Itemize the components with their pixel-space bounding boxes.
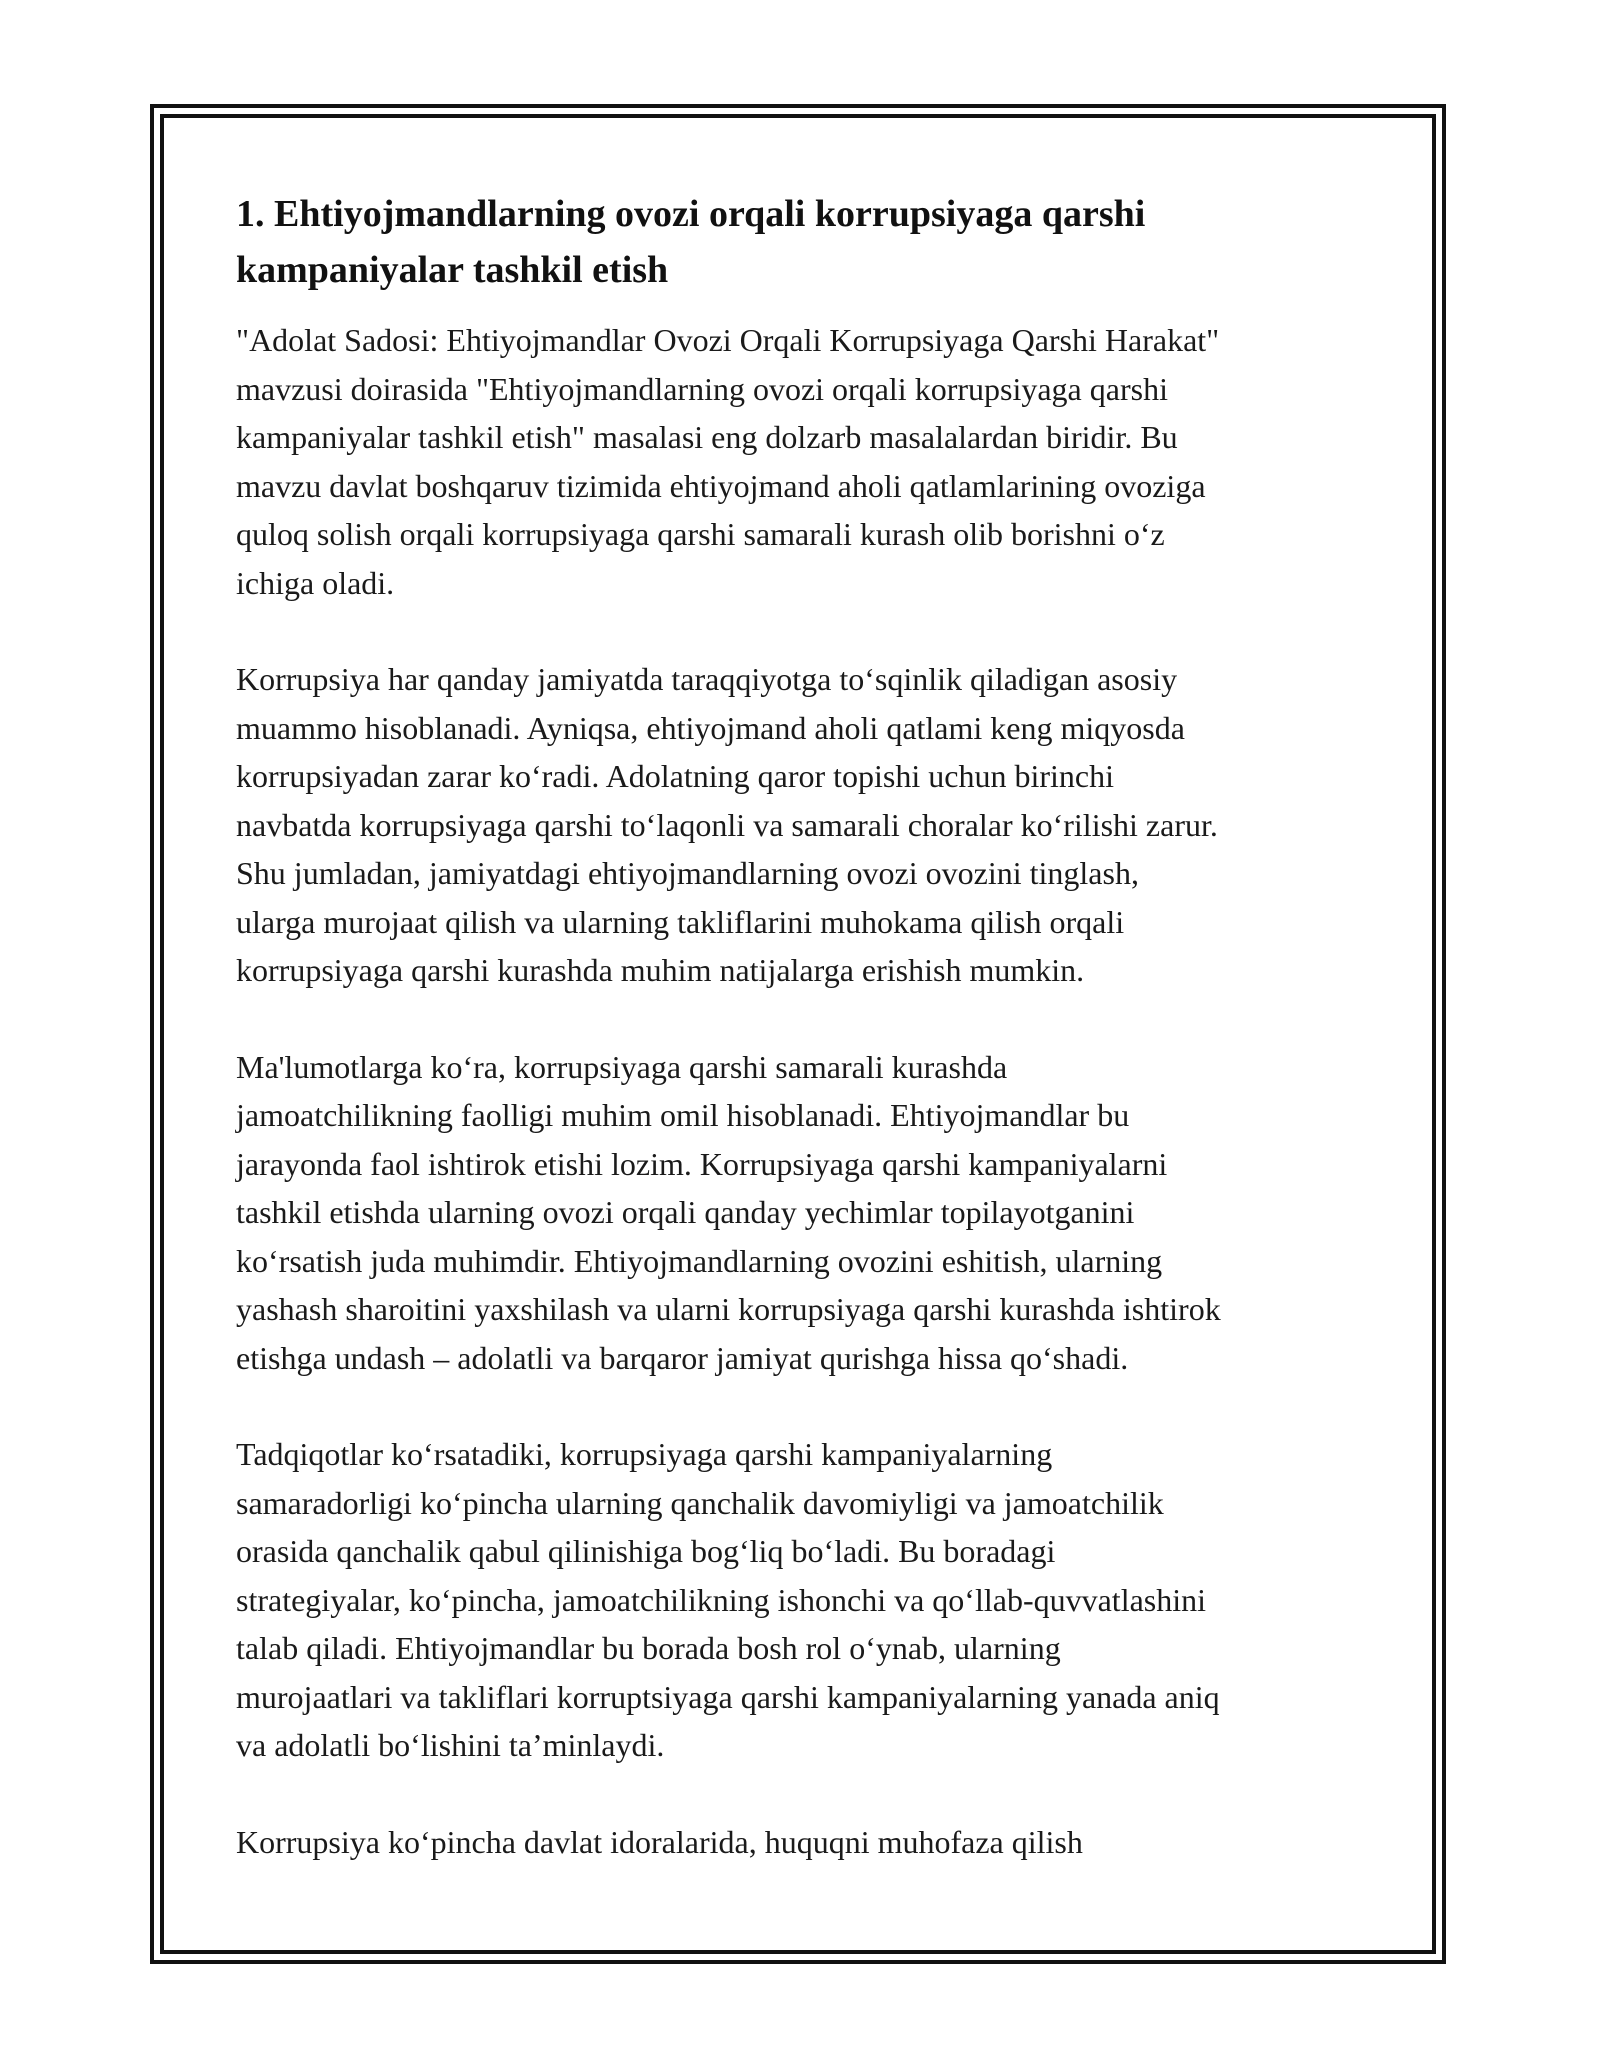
text-line: mavzusi doirasida "Ehtiyojmandlarning ovozi orqali korrupsiyaga qarshi: [236, 370, 1168, 407]
text-line: orasida qanchalik qabul qilinishiga bog‘liq bo‘ladi. Bu boradagi: [236, 1533, 1056, 1569]
heading-line: kampaniyalar tashkil etish: [236, 249, 669, 291]
text-line: Korrupsiya har qanday jamiyatda taraqqiyotga to‘sqinlik qiladigan asosiy: [236, 661, 1178, 697]
text-line: "Adolat Sadosi: Ehtiyojmandlar Ovozi Orqali Korrupsiyaga Qarshi Harakat": [236, 322, 1220, 358]
text-line: Ma'lumotlarga ko‘ra, korrupsiyaga qarshi samarali kurashda: [236, 1048, 1008, 1085]
text-line: korrupsiyaga qarshi kurashda muhim natijalarga erishish mumkin.: [236, 952, 1085, 988]
text-line: Shu jumladan, jamiyatdagi ehtiyojmandlarning ovozi ovozini tinglash,: [236, 855, 1139, 891]
heading-line: 1. Ehtiyojmandlarning ovozi orqali korrupsiyaga qarshi: [236, 193, 1146, 235]
text-line: jamoatchilikning faolligi muhim omil hisoblanadi. Ehtiyojmandlar bu: [236, 1097, 1130, 1133]
text-line: Korrupsiya ko‘pincha davlat idoralarida, huquqni muhofaza qilish: [236, 1823, 1083, 1860]
text-line: ko‘rsatish juda muhimdir. Ehtiyojmandlarning ovozini eshitish, ularning: [236, 1242, 1163, 1279]
text-line: ichiga oladi.: [236, 564, 395, 601]
text-line: yashash sharoitini yaxshilash va ularni korrupsiyaga qarshi kurashda ishtirok: [236, 1291, 1221, 1327]
text-line: talab qiladi. Ehtiyojmandlar bu borada bosh rol o‘ynab, ularning: [236, 1630, 1061, 1666]
text-line: jarayonda faol ishtirok etishi lozim. Korrupsiyaga qarshi kampaniyalarni: [236, 1145, 1168, 1182]
text-line: korrupsiyadan zarar ko‘radi. Adolatning qaror topishi uchun birinchi: [236, 758, 1114, 794]
paragraph-5: [236, 1818, 1376, 1867]
text-line: quloq solish orqali korrupsiyaga qarshi samarali kurash olib borishni o‘z: [236, 516, 1165, 552]
text-line: mavzu davlat boshqaruv tizimida ehtiyojmand aholi qatlamlarining ovoziga: [236, 467, 1206, 504]
text-line: navbatda korrupsiyaga qarshi to‘laqonli va samarali choralar ko‘rilishi zarur.: [236, 806, 1218, 843]
text-line: muammo hisoblanadi. Ayniqsa, ehtiyojmand aholi qatlami keng miqyosda: [236, 709, 1185, 746]
text-line: etishga undash – adolatli va barqaror jamiyat qurishga hissa qo‘shadi.: [236, 1339, 1129, 1376]
text-line: strategiyalar, ko‘pincha, jamoatchilikning ishonchi va qo‘llab-quvvatlashini: [236, 1581, 1207, 1618]
paragraph-2: [236, 655, 1376, 995]
text-line: murojaatlari va takliflari korruptsiyaga qarshi kampaniyalarning yanada aniq: [236, 1678, 1220, 1715]
text-line: samaradorligi ko‘pincha ularning qanchalik davomiyligi va jamoatchilik: [236, 1484, 1164, 1521]
paragraph-4: [236, 1430, 1376, 1770]
text-line: Tadqiqotlar ko‘rsatadiki, korrupsiyaga qarshi kampaniyalarning: [236, 1436, 1053, 1472]
text-line: va adolatli bo‘lishini ta’minlaydi.: [236, 1727, 665, 1763]
paragraph-1: [236, 316, 1376, 607]
text-line: kampaniyalar tashkil etish" masalasi eng dolzarb masalalardan biridir. Bu: [236, 419, 1178, 455]
paragraph-3: [236, 1043, 1376, 1383]
document-body: [236, 186, 1376, 1914]
section-heading: [236, 186, 1376, 298]
text-line: ularga murojaat qilish va ularning takliflarini muhokama qilish orqali: [236, 903, 1125, 940]
text-line: tashkil etishda ularning ovozi orqali qanday yechimlar topilayotganini: [236, 1194, 1135, 1230]
